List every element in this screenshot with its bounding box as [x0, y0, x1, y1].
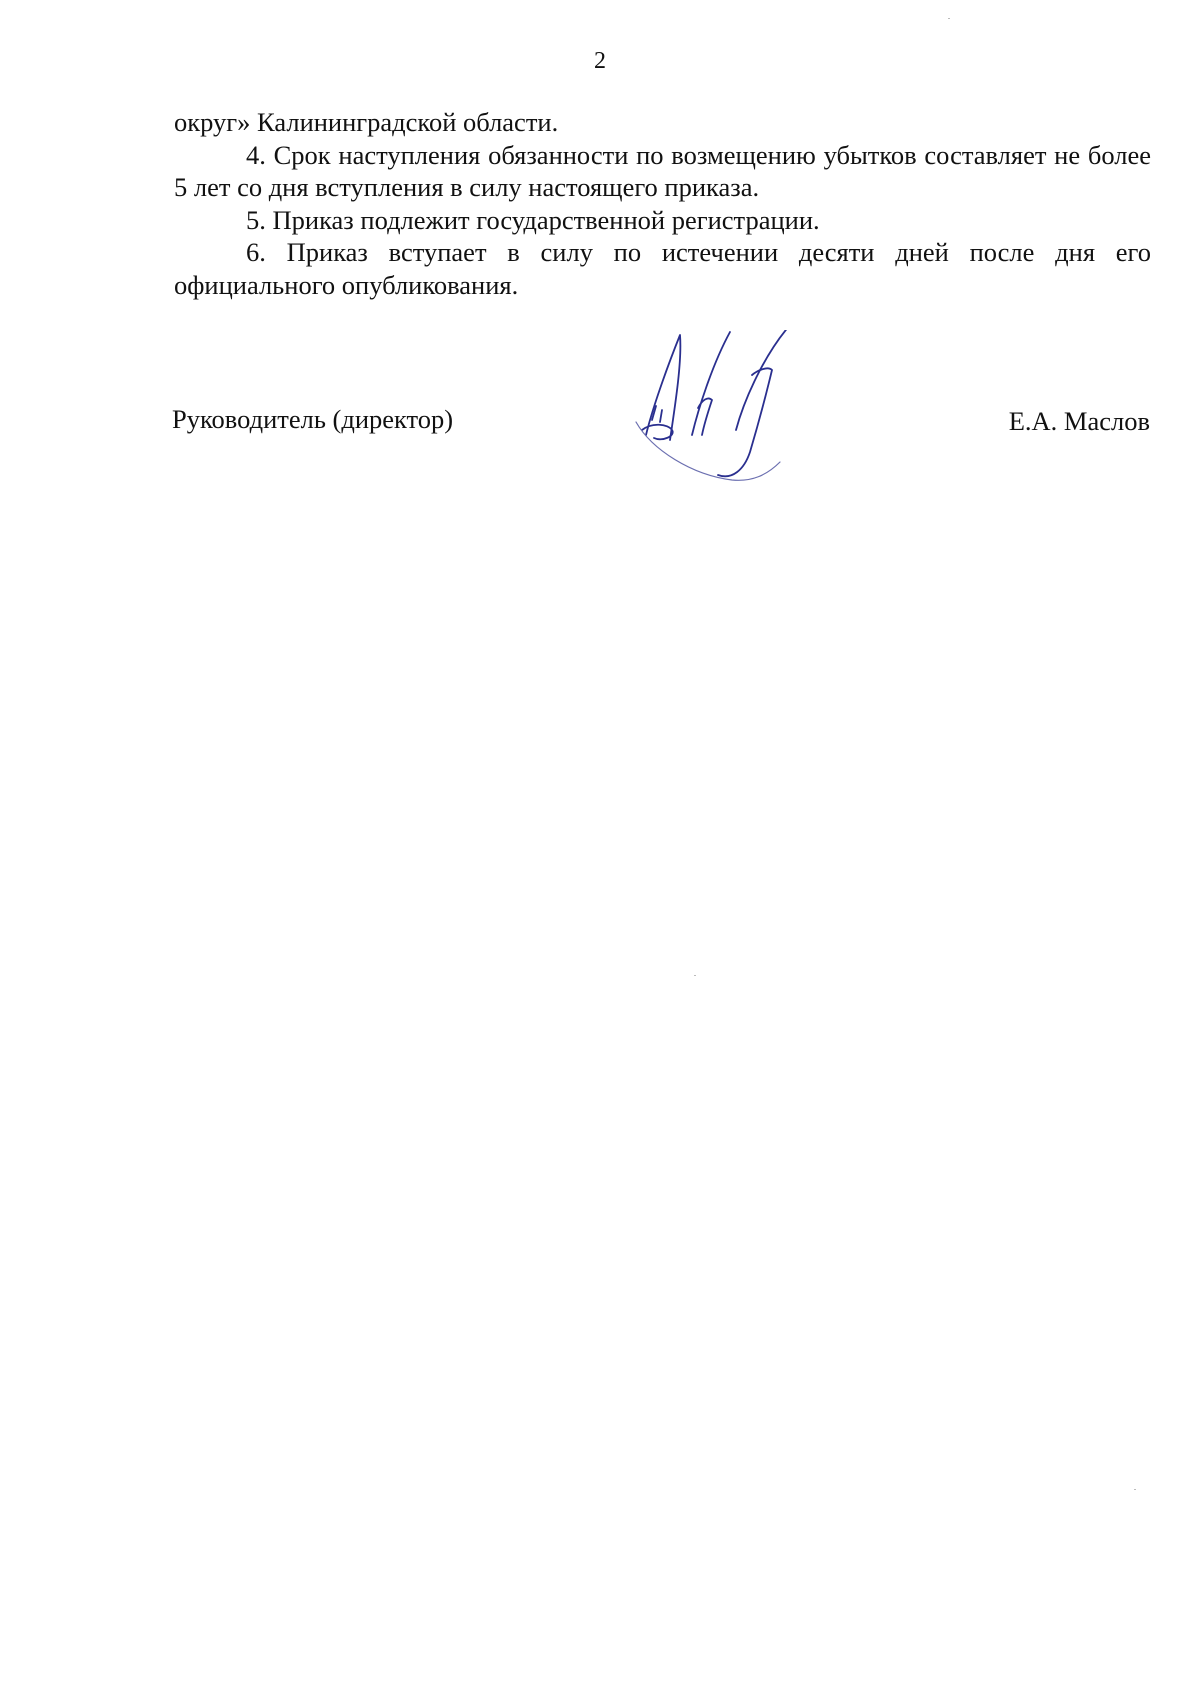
handwritten-signature	[632, 330, 822, 505]
signatory-name: Е.А. Маслов	[1008, 406, 1150, 436]
scan-speck	[948, 18, 950, 19]
document-body	[174, 106, 1151, 301]
scan-speck	[1134, 1489, 1136, 1490]
scan-speck	[694, 975, 696, 976]
paragraph-item-6: 6. Приказ вступает в силу по истечении десяти дней после дня его официального опубликования.	[174, 237, 1151, 300]
paragraph-item-5: 5. Приказ подлежит государственной регистрации.	[246, 204, 820, 235]
page-number: 2	[594, 48, 606, 74]
signatory-title: Руководитель (директор)	[172, 404, 454, 434]
paragraph-continuation: округ» Калининградской области.	[174, 107, 559, 137]
paragraph-item-4: 4. Срок наступления обязанности по возмещению убытков составляет не более 5 лет со дня вступления в силу настоящего приказа.	[174, 139, 1151, 202]
